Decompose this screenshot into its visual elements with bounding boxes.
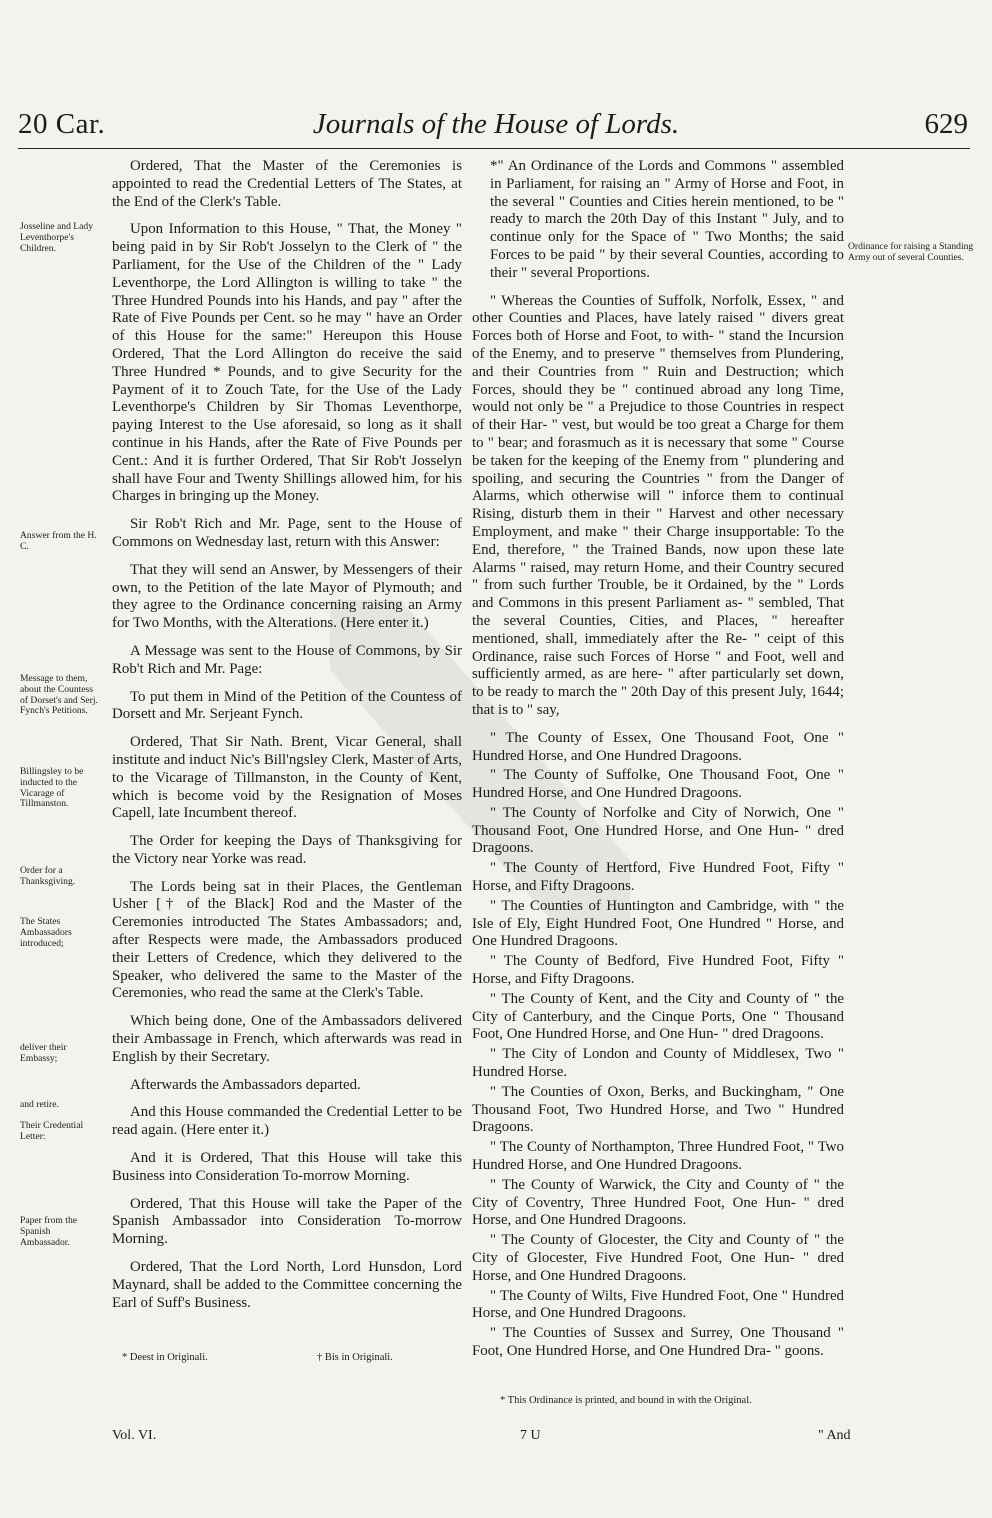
catchword: " And xyxy=(818,1428,851,1443)
paragraph: Sir Rob't Rich and Mr. Page, sent to the House of Commons on Wednesday last, return with this Answer: xyxy=(112,516,462,550)
paragraph: To put them in Mind of the Petition of the Countess of Dorsett and Mr. Serjeant Fynch. xyxy=(112,688,462,723)
ordinance-body: " Whereas the Counties of Suffolk, Norfolk, Essex, " and other Counties and Places, have lately raised " divers great Forces both of Horse and Foot, to with- " stand the Incursion of the Enemy, and to preserve " themselves from Plundering, and their Countries from " Ruin and Destruction; which Forces, should they be " continued abroad any long Time, would not only be " a Prejudice to those Countries in respect of their Har- " vest, but would be too great a Charge for them to " bear; and forasmuch as it is necessary that some " Course be taken for the keeping of the Enemy from " plundering and spoiling, and securing the Countries " from the Danger of Alarms, which otherwise will " inforce them to continual Rising, disturb them in their " Harvest and other necessary Employment, and make " their Charge insupportable: To the End, therefore, " the Trained Bands, now upon these late Alarms " raised, may return Home, and their Country secured " from such further Trouble, be it Ordained, by the " Lords and Commons in this present Parliament as- " sembled, That the several Counties, Cities, and Places, " hereafter mentioned, shall, immediately after the Re- " ceipt of this Ordinance, raise such Forces of Horse " and Foot, well and sufficiently armed, as are here- " after particularly set down, to be ready to march the " 20th Day of this present July, 1644; that is to " say, xyxy=(472,292,844,718)
county-entry: " The County of Warwick, the City and County of " the City of Coventry, Three Hundred Foot, One Hun- " dred Horse, and One Hundred Dragoons. xyxy=(472,1176,844,1229)
county-entry: " The Counties of Oxon, Berks, and Buckingham, " One Thousand Foot, Two Hundred Horse, and Two " Hundred Dragoons. xyxy=(472,1083,844,1136)
margin-note-message: Message to them, about the Countess of Dorset's and Serj. Fynch's Petitions. xyxy=(20,673,98,717)
regnal-year: 20 Car. xyxy=(18,108,106,140)
county-entry: " The County of Essex, One Thousand Foot, One " Hundred Horse, and One Hundred Dragoons. xyxy=(472,729,844,764)
county-entry: " The Counties of Huntington and Cambridge, with " the Isle of Ely, Eight Hundred Foot, One Hundred " Horse, and One Hundred Dragoons. xyxy=(472,897,844,950)
margin-note-spanish-paper: Paper from the Spanish Ambassador. xyxy=(20,1215,78,1248)
county-entry: " The County of Hertford, Five Hundred Foot, Fifty " Horse, and Fifty Dragoons. xyxy=(472,860,844,895)
county-entry: " The County of Suffolke, One Thousand Foot, One " Hundred Horse, and One Hundred Dragoons. xyxy=(472,767,844,802)
left-column xyxy=(112,158,462,1322)
volume-label: Vol. VI. xyxy=(112,1428,157,1443)
paragraph: Which being done, One of the Ambassadors delivered their Ambassage in French, which afterwards was read in English by their Secretary. xyxy=(112,1013,462,1065)
paragraph: The Order for keeping the Days of Thanksgiving for the Victory near Yorke was read. xyxy=(112,833,462,867)
paragraph: Ordered, That the Lord North, Lord Hunsdon, Lord Maynard, shall be added to the Committee concerning the Earl of Suff's Business. xyxy=(112,1259,462,1311)
header-rule xyxy=(18,148,970,149)
ordinance-title: *" An Ordinance of the Lords and Commons " assembled in Parliament, for raising an " Army of Horse and Foot, in the several " Counties and Cities herein mentioned, to be " ready to march the 20th Day of this Instant " July, and to continue only for the Space of " Two Months; the said Forces to be paid " by their several Counties, according to their " several Proportions. xyxy=(490,158,844,281)
margin-note-embassy: deliver their Embassy; xyxy=(20,1042,67,1064)
county-entry: " The Counties of Sussex and Surrey, One Thousand " Foot, One Hundred Horse, and One Hundred Dra- " goons. xyxy=(472,1325,844,1359)
margin-note-credential: Their Credential Letter: xyxy=(20,1120,84,1142)
county-entry: " The County of Wilts, Five Hundred Foot, One " Hundred Horse, and One Hundred Dragoons. xyxy=(472,1287,844,1322)
county-entry: " The County of Norfolke and City of Norwich, One " Thousand Foot, One Hundred Horse, and One Hun- " dred Dragoons. xyxy=(472,804,844,857)
paragraph: And this House commanded the Credential Letter to be read again. (Here enter it.) xyxy=(112,1104,462,1139)
page-footer xyxy=(0,1428,992,1458)
margin-note-ordinance: Ordinance for raising a Standing Army out of several Counties. xyxy=(848,241,974,263)
paragraph: A Message was sent to the House of Commons, by Sir Rob't Rich and Mr. Page: xyxy=(112,642,462,677)
footnote-deest: * Deest in Originali. xyxy=(122,1352,208,1363)
paragraph: And it is Ordered, That this House will take this Business into Consideration To-morrow Morning. xyxy=(112,1150,462,1184)
paragraph: The Lords being sat in their Places, the Gentleman Usher [† of the Black] Rod and the Master of the Ceremonies introducted The States Ambassadors; and, after Respects were made, the Ambassadors produced their Letters of Credence, which they delivered to the Speaker, who delivered the same to the Master of the Ceremonies, who read the same at the Clerk's Table. xyxy=(112,878,462,1002)
paragraph: Afterwards the Ambassadors departed. xyxy=(130,1076,361,1093)
footnote-ordinance-printed: * This Ordinance is printed, and bound in with the Original. xyxy=(500,1395,752,1406)
signature-mark: 7 U xyxy=(520,1428,541,1443)
county-entry: " The County of Northampton, Three Hundred Foot, " Two Hundred Horse, and One Hundred Dragoons. xyxy=(472,1139,844,1174)
paragraph: Ordered, That the Master of the Ceremonies is appointed to read the Credential Letters of The States, at the End of the Clerk's Table. xyxy=(112,158,462,210)
county-entry: " The County of Glocester, the City and County of " the City of Glocester, Five Hundred Foot, One Hun- " dred Horse, and One Hundred Dragoons. xyxy=(472,1232,844,1284)
paragraph: That they will send an Answer, by Messengers of their own, to the Petition of the late Mayor of Plymouth; and they agree to the Ordinance concerning raising an Army for Two Months, with the Alterations. (Here enter it.) xyxy=(112,561,462,632)
county-entry: " The County of Bedford, Five Hundred Foot, Fifty " Horse, and Fifty Dragoons. xyxy=(472,953,844,988)
county-entry: " The County of Kent, and the City and County of " the City of Canterbury, and the Cinque Ports, One " Thousand Foot, One Hundred Horse, and One Hun- " dred Dragoons. xyxy=(472,990,844,1043)
right-column xyxy=(472,158,844,1363)
journal-title: Journals of the House of Lords. xyxy=(312,108,680,140)
paragraph: Ordered, That Sir Nath. Brent, Vicar General, shall institute and induct Nic's Bill'ngsley Clerk, Master of Arts, to the Vicarage of Tillmanston, in the County of Kent, which is become void by the Resignation of Moses Capell, late Incumbent thereof. xyxy=(112,734,462,822)
margin-note-answer: Answer from the H. C. xyxy=(20,530,97,552)
margin-note-retire: and retire. xyxy=(20,1099,59,1110)
footnote-bis: † Bis in Originali. xyxy=(317,1352,393,1363)
margin-note-josseline: Josseline and Lady Leventhorpe's Children. xyxy=(20,221,94,254)
margin-note-thanksgiving: Order for a Thanksgiving. xyxy=(20,865,76,887)
page-header xyxy=(0,108,992,148)
page-number: 629 xyxy=(924,108,968,140)
margin-note-ambassadors: The States Ambassadors introduced; xyxy=(20,916,72,949)
margin-note-billingsley: Billingsley to be inducted to the Vicarage of Tillmanston. xyxy=(20,766,84,810)
county-entry: " The City of London and County of Middlesex, Two " Hundred Horse. xyxy=(472,1046,844,1081)
paragraph: Ordered, That this House will take the Paper of the Spanish Ambassador into Consideration To-morrow Morning. xyxy=(112,1195,462,1248)
paragraph: Upon Information to this House, " That, the Money " being paid in by Sir Rob't Josselyn to the Clerk of " the Parliament, for the Use of the Children of the " Lady Leventhorpe, the Lord Allington is willing to take " the Three Hundred Pounds into his Hands, and pay " after the Rate of Five Pounds per Cent. so he may " have an Order of this House for the same:" Hereupon this House Ordered, That the Lord Allington do receive the said Three Hundred * Pounds, and to give Security for the Payment of it to Zouch Tate, for the Use of the Lady Leventhorpe's Children by Sir Thomas Leventhorpe, paying Interest to the Use aforesaid, so long as it shall continue in his Hands, after the Rate of Five Pounds per Cent.: And it is further Ordered, That Sir Rob't Josselyn shall have Four and Twenty Shillings allowed him, for his Charges in bringing up the Money. xyxy=(112,221,462,505)
